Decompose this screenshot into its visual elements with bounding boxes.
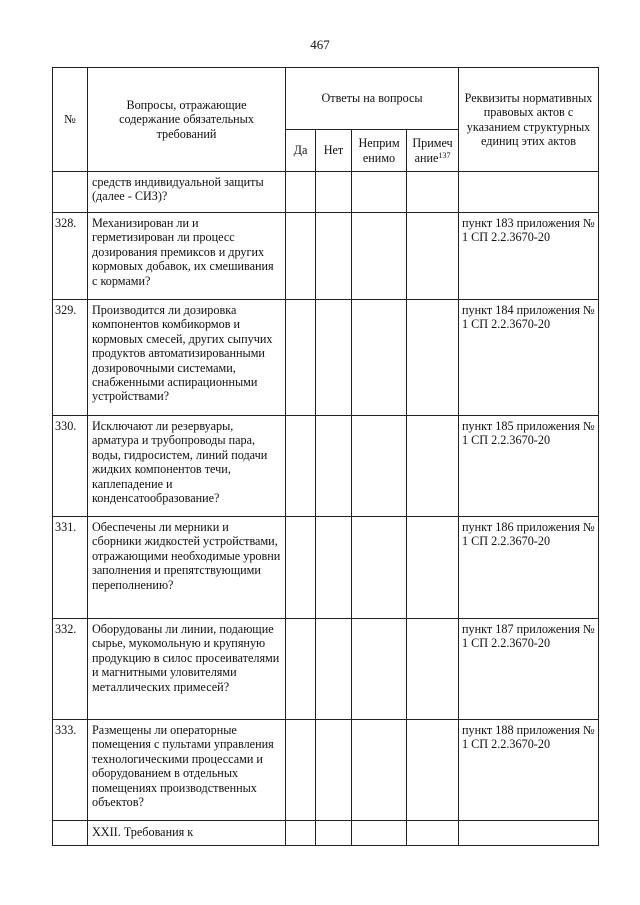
header-questions: Вопросы, отражающие содержание обязательных требований	[88, 68, 286, 172]
answer-na-cell[interactable]	[352, 619, 407, 720]
footnote-ref: 137	[438, 150, 451, 160]
answer-na-cell[interactable]	[352, 720, 407, 821]
row-number: 330.	[53, 416, 88, 517]
section-title: XXII. Требования к	[88, 821, 286, 846]
row-number: 332.	[53, 619, 88, 720]
row-question: Исключают ли резервуары, арматура и трубопроводы пара, воды, гидросистем, линий подачи жидких компонентов течи, каплепадение и конденсатообразование?	[88, 416, 286, 517]
answer-na-cell[interactable]	[352, 213, 407, 300]
row-reference: пункт 187 приложения № 1 СП 2.2.3670-20	[459, 619, 599, 720]
answer-note-cell[interactable]	[407, 213, 459, 300]
answer-no-cell[interactable]	[316, 172, 352, 213]
section-row	[53, 821, 599, 846]
answer-yes-cell[interactable]	[286, 619, 316, 720]
answer-no-cell[interactable]	[316, 300, 352, 416]
row-reference: пункт 183 приложения № 1 СП 2.2.3670-20	[459, 213, 599, 300]
row-number: 333.	[53, 720, 88, 821]
subheader-note: Примеч ание$^{137}$	[407, 130, 459, 172]
answer-no-cell[interactable]	[316, 213, 352, 300]
row-question: Размещены ли операторные помещения с пультами управления технологическими процессами и оборудованием в отдельных помещениях производственных объектов?	[88, 720, 286, 821]
row-question: Оборудованы ли линии, подающие сырье, мукомольную и крупяную продукцию в силос просеивателями и магнитными уловителями металлических примесей?	[88, 619, 286, 720]
row-question: Обеспечены ли мерники и сборники жидкостей устройствами, отражающими необходимые уровни заполнения и препятствующими переполнению?	[88, 517, 286, 619]
subheader-not-applicable: Неприм енимо	[352, 130, 407, 172]
answer-yes-cell[interactable]	[286, 416, 316, 517]
answer-yes-cell[interactable]	[286, 720, 316, 821]
section-num-cell	[53, 821, 88, 846]
row-reference	[459, 172, 599, 213]
table-row	[53, 720, 599, 821]
answer-no-cell[interactable]	[316, 517, 352, 619]
requirements-table	[52, 67, 599, 846]
answer-no-cell[interactable]	[316, 619, 352, 720]
answer-note-cell[interactable]	[407, 172, 459, 213]
row-question: Механизирован ли и герметизирован ли процесс дозирования премиксов и других кормовых добавок, их смешивания с кормами?	[88, 213, 286, 300]
row-question: средств индивидуальной защиты (далее - СИЗ)?	[88, 172, 286, 213]
answer-na-cell[interactable]	[352, 416, 407, 517]
row-reference: пункт 184 приложения № 1 СП 2.2.3670-20	[459, 300, 599, 416]
header-details: Реквизиты нормативных правовых актов с указанием структурных единиц этих актов	[459, 68, 599, 172]
header-answers: Ответы на вопросы	[286, 68, 459, 130]
answer-note-cell[interactable]	[407, 517, 459, 619]
row-number	[53, 172, 88, 213]
header-row	[53, 68, 599, 130]
answer-na-cell[interactable]	[352, 172, 407, 213]
answer-na-cell[interactable]	[352, 517, 407, 619]
table-row	[53, 416, 599, 517]
table-row	[53, 300, 599, 416]
row-reference: пункт 188 приложения № 1 СП 2.2.3670-20	[459, 720, 599, 821]
row-reference: пункт 186 приложения № 1 СП 2.2.3670-20	[459, 517, 599, 619]
answer-yes-cell[interactable]	[286, 300, 316, 416]
row-number: 331.	[53, 517, 88, 619]
answer-note-cell[interactable]	[407, 300, 459, 416]
row-number: 329.	[53, 300, 88, 416]
table-row	[53, 619, 599, 720]
header-num: №	[53, 68, 88, 172]
page-number: 467	[310, 37, 330, 52]
answer-yes-cell[interactable]	[286, 213, 316, 300]
subheader-yes: Да	[286, 130, 316, 172]
subheader-no: Нет	[316, 130, 352, 172]
table-row	[53, 517, 599, 619]
row-number: 328.	[53, 213, 88, 300]
answer-note-cell[interactable]	[407, 619, 459, 720]
answer-no-cell[interactable]	[316, 720, 352, 821]
answer-no-cell[interactable]	[316, 416, 352, 517]
row-question: Производится ли дозировка компонентов комбикормов и кормовых смесей, других сыпучих продуктов автоматизированными дозировочными системами, снабженными аспирационными устройствами?	[88, 300, 286, 416]
table-row	[53, 172, 599, 213]
answer-note-cell[interactable]	[407, 416, 459, 517]
answer-yes-cell[interactable]	[286, 517, 316, 619]
table-row	[53, 213, 599, 300]
answer-na-cell[interactable]	[352, 300, 407, 416]
answer-note-cell[interactable]	[407, 720, 459, 821]
row-reference: пункт 185 приложения № 1 СП 2.2.3670-20	[459, 416, 599, 517]
answer-yes-cell[interactable]	[286, 172, 316, 213]
